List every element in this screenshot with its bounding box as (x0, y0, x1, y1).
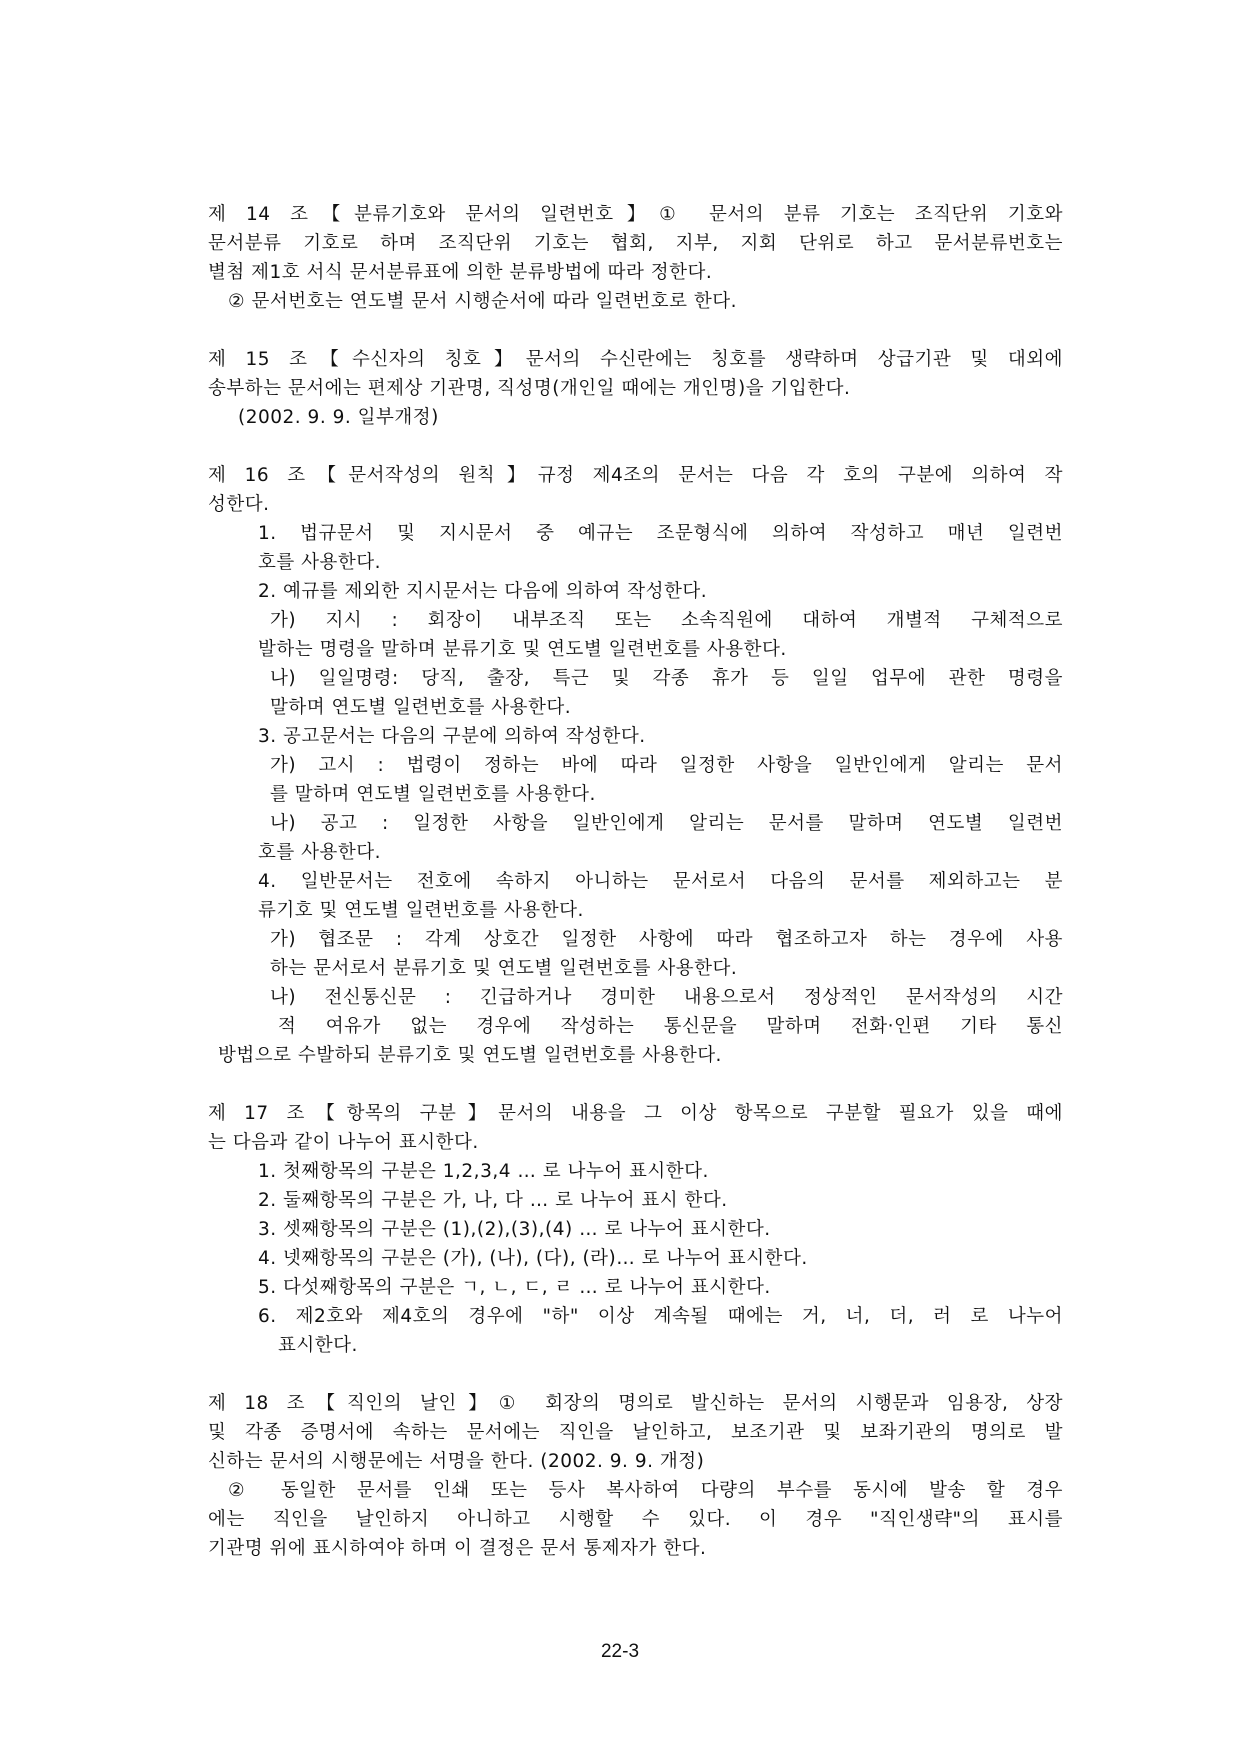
article-16-item-4-na-cont: 방법으로 수발하되 분류기호 및 연도별 일련번호를 사용한다. (218, 1045, 722, 1066)
article-18-paragraph-2: ② 동일한 문서를 인쇄 또는 등사 복사하여 다량의 부수를 동시에 발송 할 경우 (228, 1480, 1063, 1501)
article-16-item-3-ga-cont: 를 말하며 연도별 일련번호를 사용한다. (270, 784, 596, 805)
article-18-line: 신하는 문서의 시행문에는 서명을 한다. (2002. 9. 9. 개정) (208, 1451, 705, 1472)
article-17-item-3: 3. 셋째항목의 구분은 (1),(2),(3),(4) … 로 나누어 표시한다. (258, 1219, 771, 1240)
page-number: 22-3 (600, 1641, 640, 1662)
article-16-item-2: 2. 예규를 제외한 지시문서는 다음에 의하여 작성한다. (258, 581, 708, 602)
article-17-item-6-cont: 표시한다. (278, 1335, 358, 1356)
article-14-heading: 제 14 조【분류기호와 문서의 일련번호】① 문서의 분류 기호는 조직단위 기호와 (208, 204, 1063, 225)
article-15-line: 송부하는 문서에는 편제상 기관명, 직성명(개인일 때에는 개인명)을 기입한다. (208, 378, 851, 399)
article-16-item-3-ga: 가) 고시 : 법령이 정하는 바에 따라 일정한 사항을 일반인에게 알리는 문서 (270, 755, 1063, 776)
article-18-line: 에는 직인을 날인하지 아니하고 시행할 수 있다. 이 경우 "직인생략"의 표시를 (208, 1509, 1063, 1530)
article-16-item-4-ga-cont: 하는 문서로서 분류기호 및 연도별 일련번호를 사용한다. (270, 958, 738, 979)
article-15 (208, 345, 1063, 432)
section-gap (208, 432, 1063, 461)
article-18 (208, 1389, 1063, 1563)
article-14-paragraph-2: ② 문서번호는 연도별 문서 시행순서에 따라 일련번호로 한다. (228, 291, 738, 312)
article-16-item-4-cont: 류기호 및 연도별 일련번호를 사용한다. (258, 900, 584, 921)
document-body (208, 200, 1063, 1563)
article-16-line: 성한다. (208, 494, 270, 515)
article-16 (208, 461, 1063, 1070)
article-18-line: 기관명 위에 표시하여야 하며 이 결정은 문서 통제자가 한다. (208, 1538, 707, 1559)
article-14-line: 별첨 제1호 서식 문서분류표에 의한 분류방법에 따라 정한다. (208, 262, 713, 283)
article-16-item-3-na: 나) 공고 : 일정한 사항을 일반인에게 알리는 문서를 말하며 연도별 일련번 (270, 813, 1063, 834)
article-16-item-3-na-cont: 호를 사용한다. (258, 842, 381, 863)
article-14-line: 문서분류 기호로 하며 조직단위 기호는 협회, 지부, 지회 단위로 하고 문서분류번호는 (208, 233, 1063, 254)
article-16-item-4-na-cont: 적 여유가 없는 경우에 작성하는 통신문을 말하며 전화·인편 기타 통신 (278, 1016, 1063, 1037)
article-17-heading: 제 17 조【항목의 구분】문서의 내용을 그 이상 항목으로 구분할 필요가 있을 때에 (208, 1103, 1063, 1124)
article-16-heading: 제 16 조【문서작성의 원칙】규정 제4조의 문서는 다음 각 호의 구분에 의하여 작 (208, 465, 1063, 486)
article-18-line: 및 각종 증명서에 속하는 문서에는 직인을 날인하고, 보조기관 및 보좌기관의 명의로 발 (208, 1422, 1063, 1443)
article-16-item-4-na: 나) 전신통신문 : 긴급하거나 경미한 내용으로서 정상적인 문서작성의 시간 (270, 987, 1063, 1008)
article-16-item-1: 1. 법규문서 및 지시문서 중 예규는 조문형식에 의하여 작성하고 매년 일련번 (258, 523, 1063, 544)
article-18-heading: 제 18 조【직인의 날인】① 회장의 명의로 발신하는 문서의 시행문과 임용장, 상장 (208, 1393, 1063, 1414)
article-17-item-4: 4. 넷째항목의 구분은 (가), (나), (다), (라)… 로 나누어 표시한다. (258, 1248, 808, 1269)
article-16-item-2-ga-cont: 발하는 명령을 말하며 분류기호 및 연도별 일련번호를 사용한다. (258, 639, 787, 660)
article-14 (208, 200, 1063, 316)
article-16-item-3: 3. 공고문서는 다음의 구분에 의하여 작성한다. (258, 726, 646, 747)
article-17 (208, 1099, 1063, 1360)
article-15-heading: 제 15 조【수신자의 칭호】문서의 수신란에는 칭호를 생략하며 상급기관 및 대외에 (208, 349, 1063, 370)
article-17-item-2: 2. 둘째항목의 구분은 가, 나, 다 … 로 나누어 표시 한다. (258, 1190, 728, 1211)
article-16-item-2-na: 나) 일일명령: 당직, 출장, 특근 및 각종 휴가 등 일일 업무에 관한 명령을 (270, 668, 1063, 689)
article-16-item-4: 4. 일반문서는 전호에 속하지 아니하는 문서로서 다음의 문서를 제외하고는 분 (258, 871, 1063, 892)
article-16-item-4-ga: 가) 협조문 : 각계 상호간 일정한 사항에 따라 협조하고자 하는 경우에 사용 (270, 929, 1063, 950)
article-17-item-1: 1. 첫째항목의 구분은 1,2,3,4 … 로 나누어 표시한다. (258, 1161, 709, 1182)
section-gap (208, 1070, 1063, 1099)
article-16-item-1-cont: 호를 사용한다. (258, 552, 381, 573)
article-17-item-6: 6. 제2호와 제4호의 경우에 "하" 이상 계속될 때에는 거, 너, 더, 러 로 나누어 (258, 1306, 1063, 1327)
article-16-item-2-na-cont: 말하며 연도별 일련번호를 사용한다. (270, 697, 572, 718)
article-17-line: 는 다음과 같이 나누어 표시한다. (208, 1132, 479, 1153)
article-16-item-2-ga: 가) 지시 : 회장이 내부조직 또는 소속직원에 대하여 개별적 구체적으로 (270, 610, 1063, 631)
amendment-note: (2002. 9. 9. 일부개정) (238, 407, 439, 428)
article-17-item-5: 5. 다섯째항목의 구분은 ㄱ, ㄴ, ㄷ, ㄹ … 로 나누어 표시한다. (258, 1277, 771, 1298)
section-gap (208, 316, 1063, 345)
section-gap (208, 1360, 1063, 1389)
